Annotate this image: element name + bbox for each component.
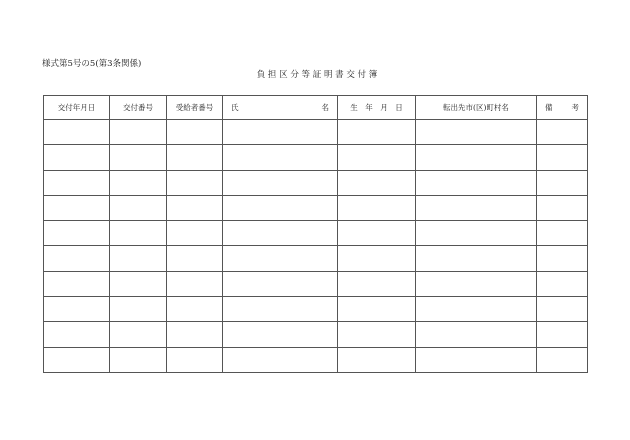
cell-issue-date bbox=[44, 347, 110, 372]
cell-issue-date bbox=[44, 195, 110, 220]
cell-issue-number bbox=[110, 170, 167, 195]
table-row bbox=[44, 195, 588, 220]
cell-issue-number bbox=[110, 145, 167, 170]
header-remarks-right: 考 bbox=[571, 103, 579, 112]
cell-issue-number bbox=[110, 221, 167, 246]
cell-birth-date bbox=[338, 170, 416, 195]
cell-name bbox=[223, 297, 338, 322]
cell-destination bbox=[416, 347, 537, 372]
cell-destination bbox=[416, 221, 537, 246]
cell-issue-date bbox=[44, 246, 110, 271]
cell-remarks bbox=[537, 195, 588, 220]
header-remarks bbox=[537, 96, 588, 120]
cell-beneficiary-number bbox=[167, 145, 223, 170]
cell-beneficiary-number bbox=[167, 246, 223, 271]
cell-issue-date bbox=[44, 271, 110, 296]
cell-name bbox=[223, 246, 338, 271]
cell-remarks bbox=[537, 170, 588, 195]
cell-destination bbox=[416, 297, 537, 322]
cell-issue-date bbox=[44, 322, 110, 347]
cell-beneficiary-number bbox=[167, 297, 223, 322]
cell-name bbox=[223, 271, 338, 296]
cell-name bbox=[223, 120, 338, 145]
cell-beneficiary-number bbox=[167, 221, 223, 246]
header-name bbox=[223, 96, 338, 120]
cell-name bbox=[223, 221, 338, 246]
cell-birth-date bbox=[338, 145, 416, 170]
cell-destination bbox=[416, 145, 537, 170]
cell-issue-date bbox=[44, 120, 110, 145]
cell-issue-number bbox=[110, 322, 167, 347]
cell-remarks bbox=[537, 322, 588, 347]
cell-remarks bbox=[537, 271, 588, 296]
cell-destination bbox=[416, 120, 537, 145]
cell-name bbox=[223, 195, 338, 220]
cell-name bbox=[223, 170, 338, 195]
cell-beneficiary-number bbox=[167, 271, 223, 296]
cell-birth-date bbox=[338, 271, 416, 296]
cell-remarks bbox=[537, 221, 588, 246]
cell-name bbox=[223, 322, 338, 347]
header-birth-date: 生 年 月 日 bbox=[338, 96, 416, 120]
header-issue-date: 交付年月日 bbox=[44, 96, 110, 120]
table-row bbox=[44, 120, 588, 145]
cell-remarks bbox=[537, 120, 588, 145]
cell-issue-date bbox=[44, 145, 110, 170]
header-issue-number: 交付番号 bbox=[110, 96, 167, 120]
cell-issue-number bbox=[110, 246, 167, 271]
cell-issue-number bbox=[110, 347, 167, 372]
cell-destination bbox=[416, 271, 537, 296]
cell-remarks bbox=[537, 246, 588, 271]
cell-birth-date bbox=[338, 195, 416, 220]
cell-name bbox=[223, 347, 338, 372]
table-row bbox=[44, 297, 588, 322]
register-body bbox=[44, 120, 588, 373]
header-name-left: 氏 bbox=[231, 103, 239, 112]
cell-beneficiary-number bbox=[167, 170, 223, 195]
cell-issue-number bbox=[110, 271, 167, 296]
cell-beneficiary-number bbox=[167, 347, 223, 372]
header-destination: 転出先市(区)町村名 bbox=[416, 96, 537, 120]
cell-birth-date bbox=[338, 246, 416, 271]
table-row bbox=[44, 221, 588, 246]
table-row bbox=[44, 246, 588, 271]
cell-issue-number bbox=[110, 297, 167, 322]
cell-birth-date bbox=[338, 322, 416, 347]
document-title: 負 担 区 分 等 証 明 書 交 付 簿 bbox=[256, 70, 378, 80]
cell-beneficiary-number bbox=[167, 195, 223, 220]
cell-remarks bbox=[537, 297, 588, 322]
cell-birth-date bbox=[338, 120, 416, 145]
cell-destination bbox=[416, 322, 537, 347]
cell-beneficiary-number bbox=[167, 322, 223, 347]
cell-beneficiary-number bbox=[167, 120, 223, 145]
table-row bbox=[44, 322, 588, 347]
cell-birth-date bbox=[338, 297, 416, 322]
table-row bbox=[44, 170, 588, 195]
cell-remarks bbox=[537, 347, 588, 372]
header-row bbox=[44, 96, 588, 120]
table-row bbox=[44, 347, 588, 372]
cell-issue-date bbox=[44, 221, 110, 246]
header-remarks-left: 備 bbox=[545, 103, 553, 112]
cell-destination bbox=[416, 195, 537, 220]
form-number-label: 様式第5号の5(第3条関係) bbox=[42, 59, 142, 69]
cell-birth-date bbox=[338, 347, 416, 372]
cell-remarks bbox=[537, 145, 588, 170]
cell-issue-number bbox=[110, 120, 167, 145]
cell-issue-number bbox=[110, 195, 167, 220]
cell-issue-date bbox=[44, 297, 110, 322]
cell-issue-date bbox=[44, 170, 110, 195]
cell-destination bbox=[416, 170, 537, 195]
table-row bbox=[44, 145, 588, 170]
cell-birth-date bbox=[338, 221, 416, 246]
header-beneficiary-number: 受給者番号 bbox=[167, 96, 223, 120]
issuance-register-table bbox=[43, 95, 588, 373]
header-name-right: 名 bbox=[321, 103, 329, 112]
cell-destination bbox=[416, 246, 537, 271]
table-row bbox=[44, 271, 588, 296]
cell-name bbox=[223, 145, 338, 170]
